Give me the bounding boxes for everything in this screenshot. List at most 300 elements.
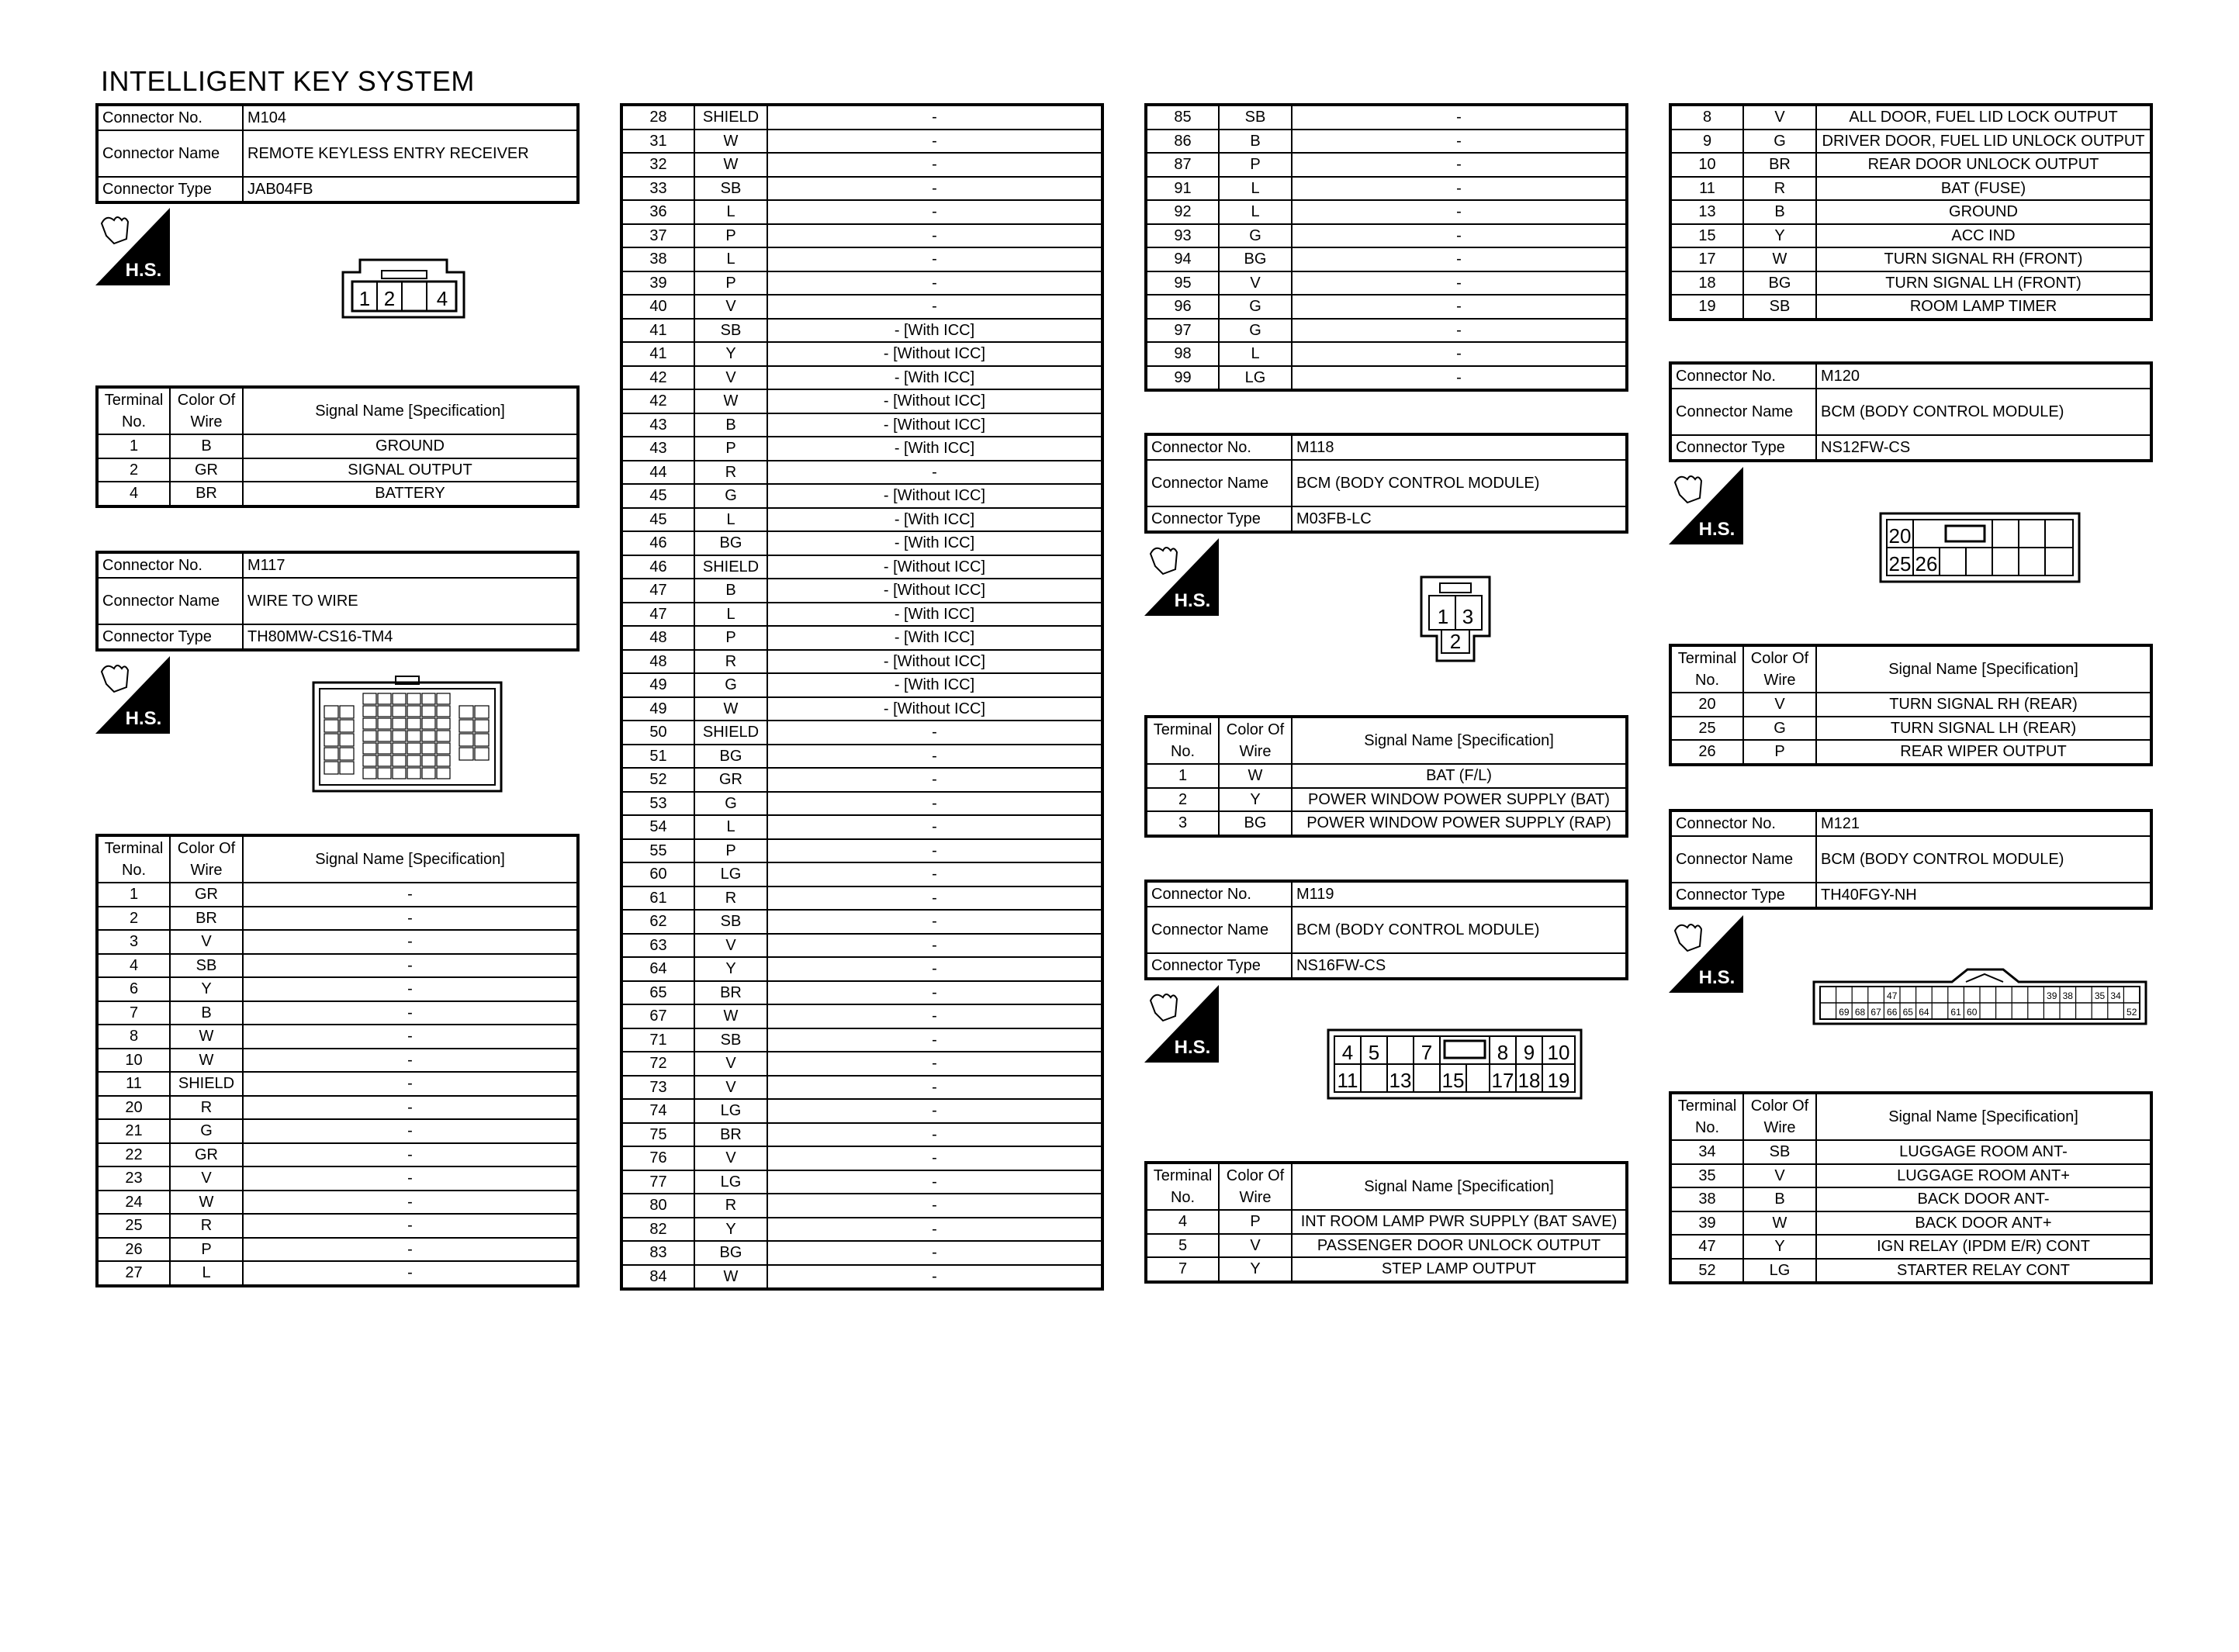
hs-hand-icon	[1669, 467, 1743, 544]
wire-color-cell: L	[1219, 200, 1292, 224]
wire-color-cell: W	[1743, 247, 1816, 271]
signal-name-cell: -	[243, 930, 578, 954]
table-row	[97, 1025, 578, 1049]
table-row	[1146, 1210, 1627, 1234]
table-row	[621, 508, 1102, 532]
table-row	[621, 886, 1102, 911]
wire-color-cell: BG	[694, 531, 767, 555]
table-row	[97, 1119, 578, 1143]
connector-info-m119-wrap	[1144, 880, 1628, 980]
signal-name-cell: POWER WINDOW POWER SUPPLY (RAP)	[1292, 811, 1627, 836]
label-connector-type: Connector Type	[97, 624, 243, 650]
terminal-no-cell: 44	[621, 461, 694, 485]
wire-color-cell: W	[170, 1049, 243, 1073]
terminal-no-cell: 1	[97, 883, 170, 907]
signal-name-cell: -	[1292, 366, 1627, 391]
wire-color-cell: BG	[1743, 271, 1816, 295]
pin-label: 47	[1887, 990, 1898, 1001]
signal-name-cell: ALL DOOR, FUEL LID LOCK OUTPUT	[1816, 105, 2151, 130]
wire-color-cell: BG	[1219, 247, 1292, 271]
wire-color-cell: V	[694, 1052, 767, 1076]
table-row	[621, 413, 1102, 437]
signal-name-cell: -	[767, 957, 1102, 981]
table-row	[1670, 1140, 2151, 1164]
terminal-no-cell: 73	[621, 1076, 694, 1100]
wire-color-cell: GR	[170, 1143, 243, 1167]
label-connector-no: Connector No.	[1670, 363, 1816, 389]
wire-color-cell: P	[694, 271, 767, 295]
table-row	[621, 531, 1102, 555]
connector-no-value: M118	[1292, 434, 1627, 460]
terminal-no-cell: 86	[1146, 130, 1219, 154]
wire-color-cell: V	[1743, 1164, 1816, 1188]
terminal-table-m120-wrap	[1669, 644, 2153, 766]
table-row	[621, 247, 1102, 271]
terminal-no-cell: 87	[1146, 153, 1219, 177]
pin-label: 69	[1839, 1007, 1850, 1018]
table-row	[1670, 224, 2151, 248]
signal-name-cell: -	[243, 1261, 578, 1286]
table-row	[1146, 200, 1627, 224]
wire-color-cell: V	[1219, 1234, 1292, 1258]
signal-name-cell: -	[767, 934, 1102, 958]
wire-color-cell: BR	[170, 482, 243, 506]
label-connector-type: Connector Type	[97, 177, 243, 202]
pin-label: 1	[358, 287, 371, 310]
signal-name-cell: BAT (F/L)	[1292, 764, 1627, 788]
connector-type-value: M03FB-LC	[1292, 506, 1627, 532]
wire-color-cell: L	[1219, 177, 1292, 201]
signal-name-cell: -	[243, 954, 578, 978]
wire-color-cell: B	[694, 579, 767, 603]
terminal-no-cell: 40	[621, 295, 694, 319]
signal-name-cell: - [Without ICC]	[767, 650, 1102, 674]
terminal-no-cell: 22	[97, 1143, 170, 1167]
signal-name-cell: TURN SIGNAL RH (FRONT)	[1816, 247, 2151, 271]
signal-name-cell: -	[767, 768, 1102, 792]
table-row	[621, 105, 1102, 130]
terminal-no-cell: 23	[97, 1166, 170, 1191]
table-row	[97, 1143, 578, 1167]
table-row	[621, 437, 1102, 461]
wire-color-cell: LG	[694, 862, 767, 886]
terminal-no-cell: 13	[1670, 200, 1743, 224]
pin-label: 1	[1437, 605, 1449, 628]
table-row	[1670, 1187, 2151, 1211]
header-signal-name: Signal Name [Specification]	[243, 835, 578, 883]
signal-name-cell: ROOM LAMP TIMER	[1816, 295, 2151, 320]
terminal-no-cell: 97	[1146, 319, 1219, 343]
table-row	[97, 1001, 578, 1025]
terminal-no-cell: 95	[1146, 271, 1219, 295]
table-row	[97, 1096, 578, 1120]
table-row	[1670, 1211, 2151, 1236]
table-row	[1146, 295, 1627, 319]
wire-color-cell: W	[694, 153, 767, 177]
terminal-no-cell: 74	[621, 1099, 694, 1123]
signal-name-cell: - [With ICC]	[767, 673, 1102, 697]
signal-name-cell: -	[243, 1072, 578, 1096]
wire-color-cell: L	[694, 200, 767, 224]
connector-no-value: M121	[1816, 810, 2151, 836]
pin-label: 20	[1888, 524, 1912, 548]
signal-name-cell: IGN RELAY (IPDM E/R) CONT	[1816, 1235, 2151, 1259]
table-row	[621, 1052, 1102, 1076]
terminal-no-cell: 39	[621, 271, 694, 295]
wire-color-cell: V	[1743, 105, 1816, 130]
terminal-no-cell: 8	[97, 1025, 170, 1049]
table-row	[97, 1214, 578, 1238]
signal-name-cell: -	[243, 1001, 578, 1025]
signal-name-cell: -	[767, 815, 1102, 839]
pin-label: 2	[383, 287, 396, 310]
terminal-table-m117	[95, 834, 580, 1287]
header-signal-name: Signal Name [Specification]	[243, 387, 578, 434]
column-1	[95, 103, 580, 204]
table-row	[1146, 788, 1627, 812]
table-row	[621, 650, 1102, 674]
terminal-no-cell: 4	[97, 482, 170, 506]
table-row	[97, 458, 578, 482]
terminal-no-cell: 15	[1670, 224, 1743, 248]
connector-name-value: BCM (BODY CONTROL MODULE)	[1816, 836, 2151, 883]
signal-name-cell: LUGGAGE ROOM ANT+	[1816, 1164, 2151, 1188]
terminal-no-cell: 7	[97, 1001, 170, 1025]
terminal-no-cell: 10	[1670, 153, 1743, 177]
wire-color-cell: LG	[694, 1170, 767, 1194]
terminal-no-cell: 33	[621, 177, 694, 201]
terminal-no-cell: 39	[1670, 1211, 1743, 1236]
table-row	[97, 1072, 578, 1096]
terminal-no-cell: 85	[1146, 105, 1219, 130]
connector-type-value: NS16FW-CS	[1292, 953, 1627, 979]
terminal-table-m119	[1144, 1161, 1628, 1284]
table-row	[97, 482, 578, 506]
terminal-no-cell: 24	[97, 1191, 170, 1215]
pin-label: 17	[1491, 1069, 1514, 1092]
terminal-no-cell: 25	[97, 1214, 170, 1238]
terminal-no-cell: 84	[621, 1265, 694, 1290]
hs-label: H.S.	[1698, 967, 1735, 988]
terminal-table-m118-wrap	[1144, 715, 1628, 838]
terminal-no-cell: 7	[1146, 1257, 1219, 1282]
terminal-no-cell: 35	[1670, 1164, 1743, 1188]
table-row	[1146, 177, 1627, 201]
signal-name-cell: -	[243, 1166, 578, 1191]
terminal-no-cell: 45	[621, 484, 694, 508]
terminal-no-cell: 25	[1670, 717, 1743, 741]
pin-label: 15	[1441, 1069, 1465, 1092]
table-row	[1146, 1234, 1627, 1258]
signal-name-cell: -	[1292, 153, 1627, 177]
connector-info-m121	[1669, 809, 2153, 910]
wire-color-cell: W	[1219, 764, 1292, 788]
signal-name-cell: -	[1292, 105, 1627, 130]
table-row	[621, 957, 1102, 981]
signal-name-cell: -	[767, 1004, 1102, 1028]
table-row	[1670, 717, 2151, 741]
table-row	[1670, 177, 2151, 201]
signal-name-cell: -	[243, 1214, 578, 1238]
wire-color-cell: L	[694, 247, 767, 271]
label-connector-name: Connector Name	[1670, 836, 1816, 883]
connector-no-value: M119	[1292, 881, 1627, 907]
table-row	[97, 954, 578, 978]
signal-name-cell: -	[1292, 319, 1627, 343]
table-row	[621, 626, 1102, 650]
terminal-no-cell: 92	[1146, 200, 1219, 224]
header-terminal-no: Terminal No.	[97, 835, 170, 883]
terminal-no-cell: 98	[1146, 342, 1219, 366]
label-connector-name: Connector Name	[97, 130, 243, 177]
terminal-no-cell: 55	[621, 839, 694, 863]
wire-color-cell: G	[1743, 130, 1816, 154]
wire-color-cell: V	[694, 934, 767, 958]
table-row	[97, 930, 578, 954]
header-color-of-wire: Color Of Wire	[1219, 717, 1292, 764]
terminal-no-cell: 61	[621, 886, 694, 911]
signal-name-cell: DRIVER DOOR, FUEL LID UNLOCK OUTPUT	[1816, 130, 2151, 154]
connector-info-m120-wrap	[1669, 361, 2153, 462]
signal-name-cell: -	[767, 862, 1102, 886]
table-row	[1146, 247, 1627, 271]
signal-name-cell: -	[767, 1123, 1102, 1147]
terminal-no-cell: 83	[621, 1241, 694, 1265]
terminal-no-cell: 9	[1670, 130, 1743, 154]
signal-name-cell: - [With ICC]	[767, 603, 1102, 627]
header-signal-name: Signal Name [Specification]	[1292, 717, 1627, 764]
signal-name-cell: -	[243, 1049, 578, 1073]
table-row	[97, 1166, 578, 1191]
header-color-of-wire: Color Of Wire	[170, 835, 243, 883]
connector-type-value: TH40FGY-NH	[1816, 883, 2151, 908]
header-signal-name: Signal Name [Specification]	[1816, 1093, 2151, 1140]
table-row	[1146, 342, 1627, 366]
terminal-no-cell: 6	[97, 977, 170, 1001]
terminal-no-cell: 1	[1146, 764, 1219, 788]
signal-name-cell: SIGNAL OUTPUT	[243, 458, 578, 482]
wire-color-cell: W	[694, 1004, 767, 1028]
terminal-no-cell: 36	[621, 200, 694, 224]
terminal-no-cell: 50	[621, 721, 694, 745]
table-row	[621, 366, 1102, 390]
signal-name-cell: -	[767, 461, 1102, 485]
connector-face-m117	[312, 675, 503, 796]
header-signal-name: Signal Name [Specification]	[1292, 1163, 1627, 1210]
table-row	[1670, 1235, 2151, 1259]
header-color-of-wire: Color Of Wire	[1219, 1163, 1292, 1210]
connector-name-value: BCM (BODY CONTROL MODULE)	[1816, 389, 2151, 435]
terminal-no-cell: 27	[97, 1261, 170, 1286]
signal-name-cell: PASSENGER DOOR UNLOCK OUTPUT	[1292, 1234, 1627, 1258]
terminal-no-cell: 51	[621, 745, 694, 769]
connector-name-value: WIRE TO WIRE	[243, 578, 578, 624]
label-connector-type: Connector Type	[1670, 435, 1816, 461]
wire-color-cell: GR	[170, 883, 243, 907]
table-row	[97, 883, 578, 907]
connector-info-m120	[1669, 361, 2153, 462]
terminal-no-cell: 3	[1146, 811, 1219, 836]
wire-color-cell: W	[170, 1025, 243, 1049]
wire-color-cell: G	[1743, 717, 1816, 741]
signal-name-cell: -	[243, 1096, 578, 1120]
hs-label: H.S.	[1174, 1037, 1211, 1058]
signal-name-cell: -	[767, 224, 1102, 248]
terminal-no-cell: 43	[621, 413, 694, 437]
pin-label: 34	[2110, 990, 2121, 1001]
signal-name-cell: ACC IND	[1816, 224, 2151, 248]
hs-label: H.S.	[1698, 519, 1735, 540]
terminal-no-cell: 65	[621, 981, 694, 1005]
table-row	[1146, 271, 1627, 295]
connector-info-m117	[95, 551, 580, 651]
table-row	[621, 319, 1102, 343]
terminal-no-cell: 20	[1670, 693, 1743, 717]
table-row	[97, 907, 578, 931]
header-color-of-wire: Color Of Wire	[1743, 1093, 1816, 1140]
signal-name-cell: -	[243, 883, 578, 907]
connector-type-value: TH80MW-CS16-TM4	[243, 624, 578, 650]
signal-name-cell: -	[767, 1194, 1102, 1218]
table-row	[1146, 224, 1627, 248]
pin-label: 4	[436, 287, 448, 310]
terminal-no-cell: 49	[621, 673, 694, 697]
table-row	[621, 768, 1102, 792]
terminal-no-cell: 37	[621, 224, 694, 248]
signal-name-cell: POWER WINDOW POWER SUPPLY (BAT)	[1292, 788, 1627, 812]
table-row	[621, 271, 1102, 295]
terminal-table-m121-wrap	[1669, 1091, 2153, 1284]
hs-hand-icon	[95, 656, 170, 734]
table-row	[1670, 271, 2151, 295]
table-row	[1670, 130, 2151, 154]
wire-color-cell: V	[1219, 271, 1292, 295]
wire-color-cell: SHIELD	[694, 555, 767, 579]
wire-color-cell: LG	[1743, 1259, 1816, 1284]
table-row	[621, 1004, 1102, 1028]
label-connector-type: Connector Type	[1146, 953, 1292, 979]
wire-color-cell: Y	[1743, 1235, 1816, 1259]
terminal-no-cell: 91	[1146, 177, 1219, 201]
table-row	[621, 224, 1102, 248]
table-row	[621, 177, 1102, 201]
signal-name-cell: -	[243, 1191, 578, 1215]
signal-name-cell: TURN SIGNAL LH (FRONT)	[1816, 271, 2151, 295]
pin-label: 65	[1902, 1007, 1913, 1018]
wire-color-cell: W	[694, 1265, 767, 1290]
terminal-table-m119-cont-wrap	[1669, 103, 2153, 321]
terminal-no-cell: 76	[621, 1146, 694, 1170]
wire-color-cell: GR	[694, 768, 767, 792]
terminal-no-cell: 48	[621, 650, 694, 674]
signal-name-cell: -	[1292, 177, 1627, 201]
pin-label: 19	[1547, 1069, 1570, 1092]
wire-color-cell: P	[694, 224, 767, 248]
wire-color-cell: V	[694, 1146, 767, 1170]
wire-color-cell: W	[1743, 1211, 1816, 1236]
label-connector-no: Connector No.	[1146, 881, 1292, 907]
signal-name-cell: -	[767, 1265, 1102, 1290]
table-row	[1670, 693, 2151, 717]
signal-name-cell: -	[767, 745, 1102, 769]
table-row	[621, 981, 1102, 1005]
table-row	[1670, 247, 2151, 271]
label-connector-no: Connector No.	[1670, 810, 1816, 836]
signal-name-cell: -	[767, 295, 1102, 319]
signal-name-cell: -	[243, 1025, 578, 1049]
wire-color-cell: P	[170, 1238, 243, 1262]
label-connector-name: Connector Name	[97, 578, 243, 624]
wire-color-cell: BR	[694, 1123, 767, 1147]
pin-label: 64	[1919, 1007, 1929, 1018]
wire-color-cell: SB	[1219, 105, 1292, 130]
wire-color-cell: BG	[694, 1241, 767, 1265]
signal-name-cell: -	[243, 977, 578, 1001]
table-row	[621, 697, 1102, 721]
table-row	[97, 434, 578, 458]
terminal-table-m117-cont2-wrap	[1144, 103, 1628, 392]
wire-color-cell: LG	[1219, 366, 1292, 391]
signal-name-cell: -	[767, 981, 1102, 1005]
table-row	[621, 1099, 1102, 1123]
signal-name-cell: -	[767, 1052, 1102, 1076]
wire-color-cell: GR	[170, 458, 243, 482]
terminal-no-cell: 72	[621, 1052, 694, 1076]
label-connector-type: Connector Type	[1670, 883, 1816, 908]
signal-name-cell: -	[767, 839, 1102, 863]
terminal-no-cell: 11	[97, 1072, 170, 1096]
header-color-of-wire: Color Of Wire	[1743, 645, 1816, 693]
pin-label: 68	[1854, 1007, 1866, 1018]
signal-name-cell: -	[767, 1241, 1102, 1265]
terminal-table-m119-cont	[1669, 103, 2153, 321]
table-row	[621, 603, 1102, 627]
wire-color-cell: W	[694, 697, 767, 721]
signal-name-cell: TURN SIGNAL LH (REAR)	[1816, 717, 2151, 741]
table-row	[1146, 319, 1627, 343]
signal-name-cell: -	[243, 1143, 578, 1167]
terminal-no-cell: 5	[1146, 1234, 1219, 1258]
table-row	[621, 1146, 1102, 1170]
terminal-no-cell: 45	[621, 508, 694, 532]
signal-name-cell: BATTERY	[243, 482, 578, 506]
connector-no-value: M104	[243, 105, 578, 130]
signal-name-cell: - [With ICC]	[767, 319, 1102, 343]
signal-name-cell: BACK DOOR ANT-	[1816, 1187, 2151, 1211]
header-terminal-no: Terminal No.	[1146, 717, 1219, 764]
terminal-no-cell: 21	[97, 1119, 170, 1143]
wire-color-cell: P	[694, 437, 767, 461]
wire-color-cell: L	[694, 508, 767, 532]
signal-name-cell: -	[1292, 342, 1627, 366]
page-title: INTELLIGENT KEY SYSTEM	[101, 65, 475, 97]
wire-color-cell: SHIELD	[694, 105, 767, 130]
table-row	[1146, 811, 1627, 836]
wire-color-cell: R	[694, 650, 767, 674]
terminal-no-cell: 71	[621, 1028, 694, 1052]
signal-name-cell: - [Without ICC]	[767, 484, 1102, 508]
wire-color-cell: Y	[694, 957, 767, 981]
connector-info-m121-wrap	[1669, 809, 2153, 910]
table-row	[1670, 105, 2151, 130]
terminal-no-cell: 64	[621, 957, 694, 981]
wire-color-cell: SB	[694, 1028, 767, 1052]
signal-name-cell: TURN SIGNAL RH (REAR)	[1816, 693, 2151, 717]
wire-color-cell: SB	[694, 319, 767, 343]
signal-name-cell: - [Without ICC]	[767, 389, 1102, 413]
terminal-no-cell: 77	[621, 1170, 694, 1194]
connector-info-m119	[1144, 880, 1628, 980]
